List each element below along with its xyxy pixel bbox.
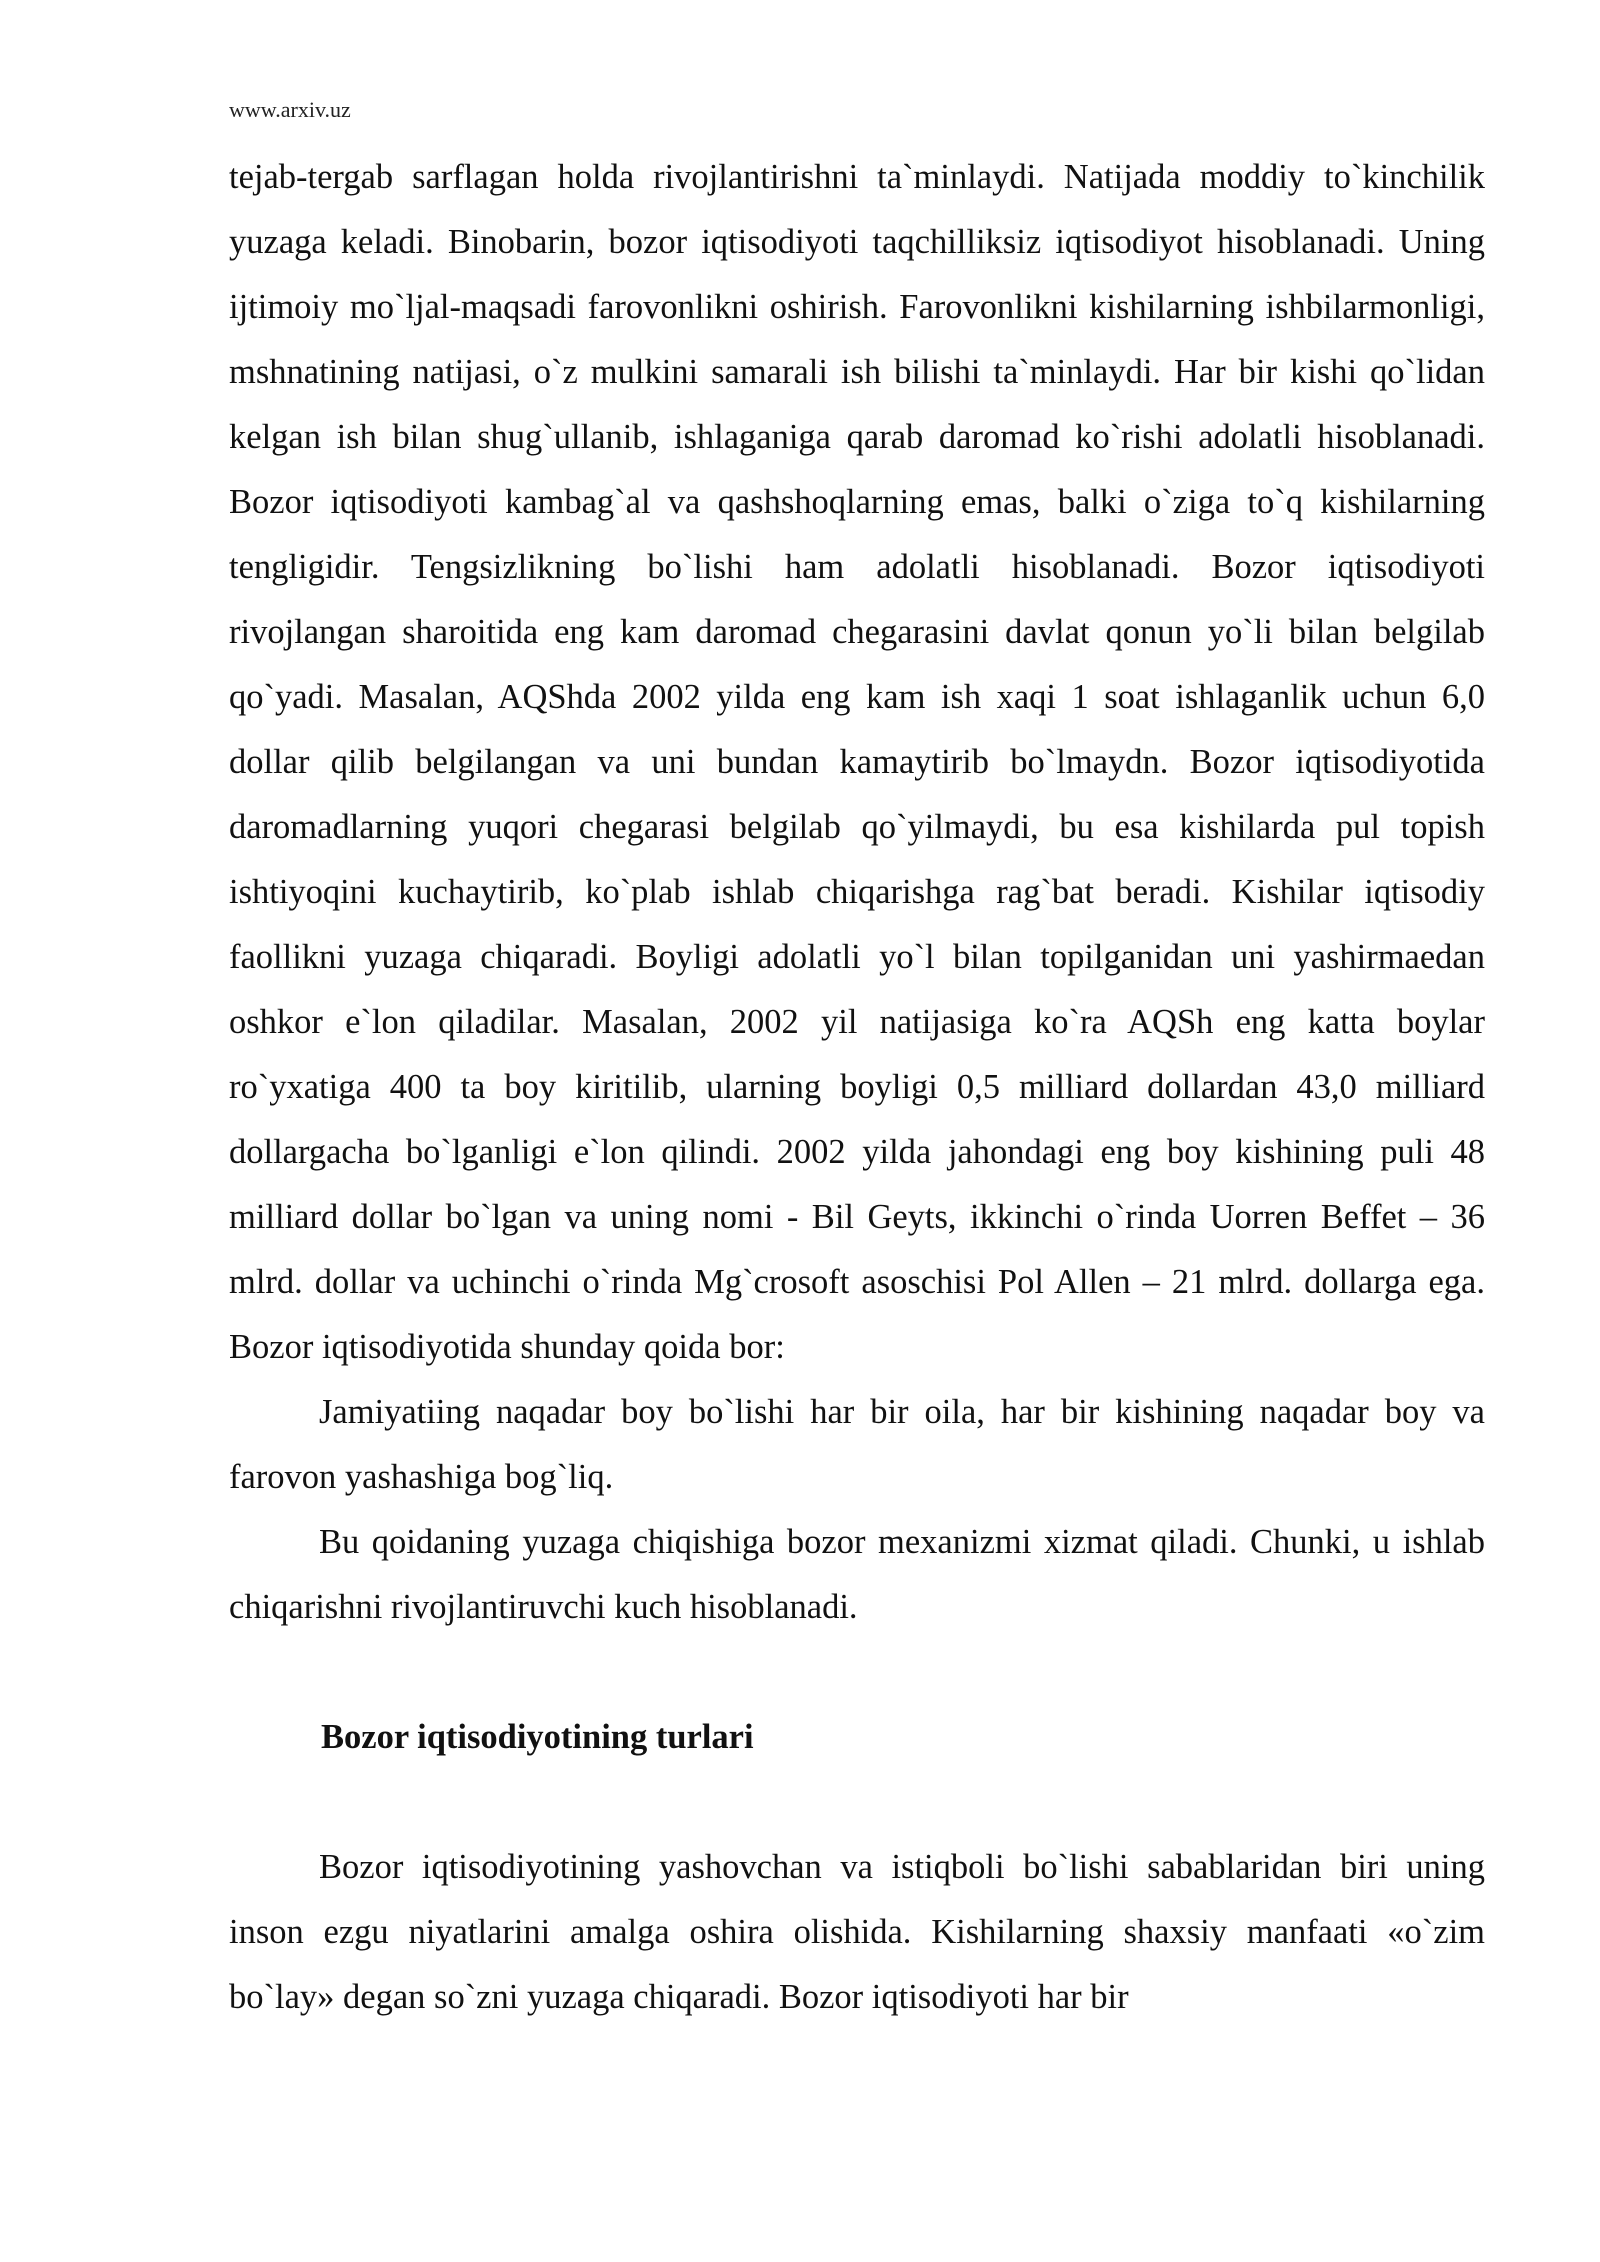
section-heading: Bozor iqtisodiyotining turlari [321, 1718, 754, 1756]
document-body [229, 145, 1485, 2030]
paragraph-1: tejab-tergab sarflagan holda rivojlantirishni ta`minlaydi. Natijada moddiy to`kinchilik yuzaga keladi. Binobarin, bozor iqtisodiyoti taqchilliksiz iqtisodiyot hisoblanadi. Uning ijtimoiy mo`ljal-maqsadi farovonlikni oshirish. Farovonlikni kishilarning ishbilarmonligi, mshnatining natijasi, o`z mulkini samarali ish bilishi ta`minlaydi. Har bir kishi qo`lidan kelgan ish bilan shug`ullanib, ishlaganiga qarab daromad ko`rishi adolatli hisoblanadi. Bozor iqtisodiyoti kambag`al va qashshoqlarning emas, balki o`ziga to`q kishilarning tengligidir. Tengsizlikning bo`lishi ham adolatli hisoblanadi. Bozor iqtisodiyoti rivojlangan sharoitida eng kam daromad chegarasini davlat qonun yo`li bilan belgilab qo`yadi. Masalan, AQShda 2002 yilda eng kam ish xaqi 1 soat ishlaganlik uchun 6,0 dollar qilib belgilangan va uni bundan kamaytirib bo`lmaydn. Bozor iqtisodiyotida daromadlarning yuqori chegarasi belgilab qo`yilmaydi, bu esa kishilarda pul topish ishtiyoqini kuchaytirib, ko`plab ishlab chiqarishga rag`bat beradi. Kishilar iqtisodiy faollikni yuzaga chiqaradi. Boyligi adolatli yo`l bilan topilganidan uni yashirmaedan oshkor e`lon qiladilar. Masalan, 2002 yil natijasiga ko`ra AQSh eng katta boylar ro`yxatiga 400 ta boy kiritilib, ularning boyligi 0,5 milliard dollardan 43,0 milliard dollargacha bo`lganligi e`lon qilindi. 2002 yilda jahondagi eng boy kishining puli 48 milliard dollar bo`lgan va uning nomi - Bil Geyts, ikkinchi o`rinda Uorren Beffet – 36 mlrd. dollar va uchinchi o`rinda Mg`crosoft asoschisi Pol Allen – 21 mlrd. dollarga ega. Bozor iqtisodiyotida shunday qoida bor: [229, 158, 1485, 1366]
spacer [229, 1770, 1485, 1835]
paragraph-4: Bozor iqtisodiyotining yashovchan va istiqboli bo`lishi sabablaridan biri uning inson ezgu niyatlarini amalga oshira olishida. Kishilarning shaxsiy manfaati «o`zim bo`lay» degan so`zni yuzaga chiqaradi. Bozor iqtisodiyoti har bir [229, 1848, 1485, 2016]
spacer [229, 1640, 1485, 1705]
paragraph-2: Jamiyatiing naqadar boy bo`lishi har bir oila, har bir kishining naqadar boy va farovon yashashiga bog`liq. [229, 1393, 1485, 1496]
paragraph-3: Bu qoidaning yuzaga chiqishiga bozor mexanizmi xizmat qiladi. Chunki, u ishlab chiqarishni rivojlantiruvchi kuch hisoblanadi. [229, 1523, 1485, 1626]
site-header-text: www.arxiv.uz [229, 97, 351, 122]
